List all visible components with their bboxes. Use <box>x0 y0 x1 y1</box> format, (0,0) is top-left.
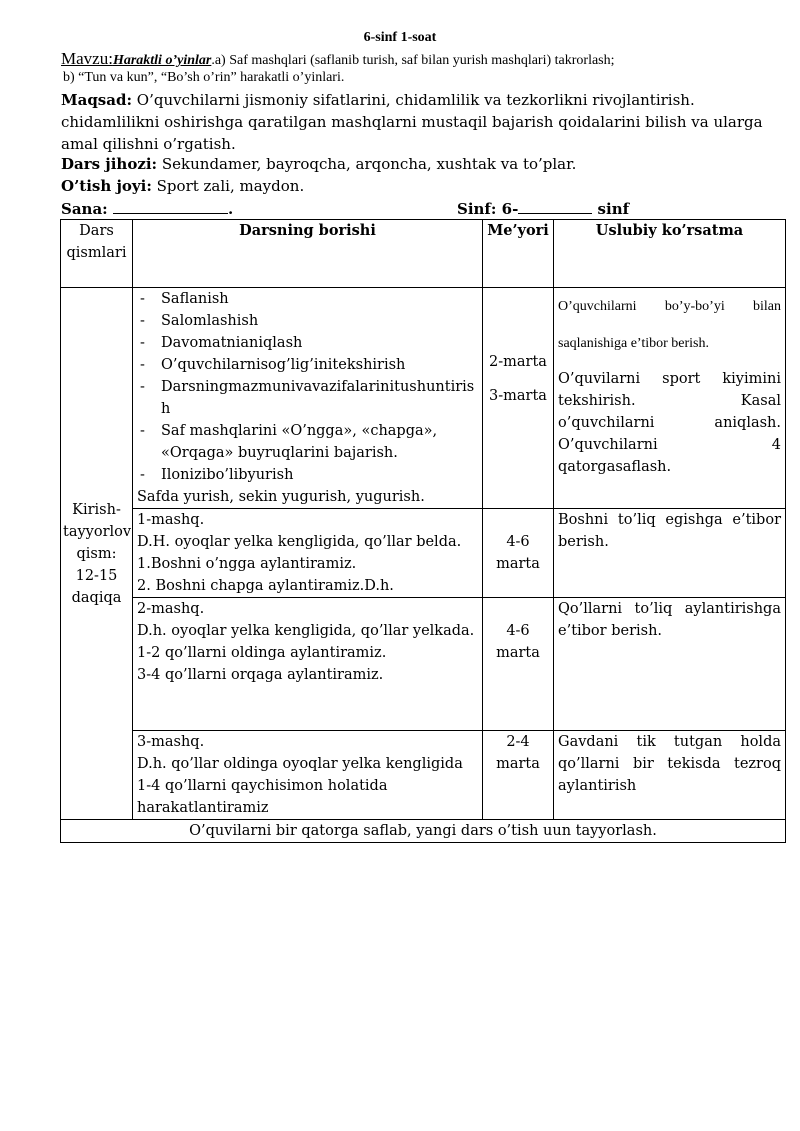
date-line <box>61 199 233 218</box>
table-footer-row <box>61 820 786 843</box>
location-line <box>61 177 304 195</box>
row1-norm-2: 3-marta <box>489 388 547 404</box>
row3-title: 2-mashq. <box>137 601 205 617</box>
row3-course <box>133 598 483 731</box>
class-end: sinf <box>597 200 630 218</box>
list-item: - Darsningmazmunivavazifalarinitushuntirish <box>137 376 478 420</box>
list-item: - Ilonizibo’libyurish <box>137 464 478 486</box>
row3-line: 1-2 qo’llarni oldinga aylantiramiz. <box>137 645 387 661</box>
goal-label: Maqsad: <box>61 91 133 109</box>
date-blank[interactable] <box>113 199 228 214</box>
equipment-label: Dars jihozi: <box>61 155 158 173</box>
topic-name: Haraktli o’yinlar <box>112 53 212 68</box>
table-row <box>61 509 786 598</box>
list-item: - Salomlashish <box>137 310 478 332</box>
row3-line: D.h. oyoqlar yelka kengligida, qo’llar yelkada. <box>137 623 475 639</box>
row1-guide-note: O’quvchilarni bo’y-bo’yi bilan saqlanishiga e’tibor berish. <box>558 299 781 351</box>
table-row <box>61 731 786 820</box>
row4-title: 3-mashq. <box>137 734 205 750</box>
row1-last-line: Safda yurish, sekin yugurish, yugurish. <box>137 489 425 505</box>
equipment-text: Sekundamer, bayroqcha, arqoncha, xushtak va to’plar. <box>161 155 577 173</box>
location-text: Sport zali, maydon. <box>156 177 305 195</box>
row1-list <box>137 288 478 486</box>
row4-norm: 2-4 marta <box>483 731 554 820</box>
table-row <box>61 598 786 731</box>
topic-line-2: b) “Tun va kun”, “Bo’sh o’rin” harakatli o’yinlari. <box>63 70 345 85</box>
section-label: Kirish-tayyorlov qism: 12-15 daqiqa <box>61 288 133 820</box>
lesson-title: 6-sinf 1-soat <box>363 30 437 45</box>
header-guide: Uslubiy ko’rsatma <box>554 220 786 288</box>
row2-norm: 4-6 marta <box>483 509 554 598</box>
row4-guide: Gavdani tik tutgan holda qo’llarni bir tekisda tezroq aylantirish <box>554 731 786 820</box>
date-end: . <box>227 200 234 218</box>
row1-norm <box>483 288 554 509</box>
row1-course <box>133 288 483 509</box>
row2-title: 1-mashq. <box>137 512 205 528</box>
row2-line: D.H. oyoqlar yelka kengligida, qo’llar belda. <box>137 534 462 550</box>
list-item: - O’quvchilarnisog’lig’initekshirish <box>137 354 478 376</box>
table-header-row <box>61 220 786 288</box>
lesson-table <box>60 219 786 843</box>
class-blank[interactable] <box>518 199 592 214</box>
row2-line: 1.Boshni o’ngga aylantiramiz. <box>137 556 357 572</box>
goal-paragraph <box>61 89 783 155</box>
row2-line: 2. Boshni chapga aylantiramiz.D.h. <box>137 578 394 594</box>
goal-text: O’quvchilarni jismoniy sifatlarini, chidamlilik va tezkorlikni rivojlantirish. chidamlilikni oshirishga qaratilgan mashqlarni mustaqil bajarish qoidalarini bilish va ularga amal qilishni o’rgatish. <box>61 91 763 153</box>
table-row <box>61 288 786 509</box>
list-item: - Saf mashqlarini «O’ngga», «chapga», «Orqaga» buyruqlarini bajarish. <box>137 420 478 464</box>
table-footer: O’quvilarni bir qatorga saflab, yangi dars o’tish uun tayyorlash. <box>61 820 786 843</box>
row1-guide <box>554 288 786 509</box>
row1-norm-1: 2-marta <box>489 354 547 370</box>
row3-norm: 4-6 marta <box>483 598 554 731</box>
date-label: Sana: <box>61 200 108 218</box>
header-parts: Dars qismlari <box>61 220 133 288</box>
row2-course <box>133 509 483 598</box>
row4-line: D.h. qo’llar oldinga oyoqlar yelka kengligida 1-4 qo’llarni qaychisimon holatida harakatlantiramiz <box>137 756 463 816</box>
row1-guide-text: O’quvilarni sport kiyimini tekshirish. Kasal o’quvchilarni aniqlash. O’quvchilarni 4 qatorgasaflash. <box>558 371 781 475</box>
list-item: - Davomatnianiqlash <box>137 332 478 354</box>
class-label: Sinf: 6- <box>457 200 519 218</box>
list-item: - Saflanish <box>137 288 478 310</box>
location-label: O’tish joyi: <box>61 177 152 195</box>
row3-guide: Qo’llarni to’liq aylantirishga e’tibor berish. <box>554 598 786 731</box>
header-course: Darsning borishi <box>133 220 483 288</box>
topic-label: Mavzu: <box>61 49 113 68</box>
row4-course <box>133 731 483 820</box>
row3-line: 3-4 qo’llarni orqaga aylantiramiz. <box>137 667 384 683</box>
class-line <box>457 199 629 218</box>
header-norm: Me’yori <box>483 220 554 288</box>
equipment-line <box>61 155 576 173</box>
row2-guide: Boshni to’liq egishga e’tibor berish. <box>554 509 786 598</box>
topic-line <box>61 49 615 69</box>
topic-rest: .a) Saf mashqlari (saflanib turish, saf bilan yurish mashqlari) takrorlash; <box>211 53 615 68</box>
